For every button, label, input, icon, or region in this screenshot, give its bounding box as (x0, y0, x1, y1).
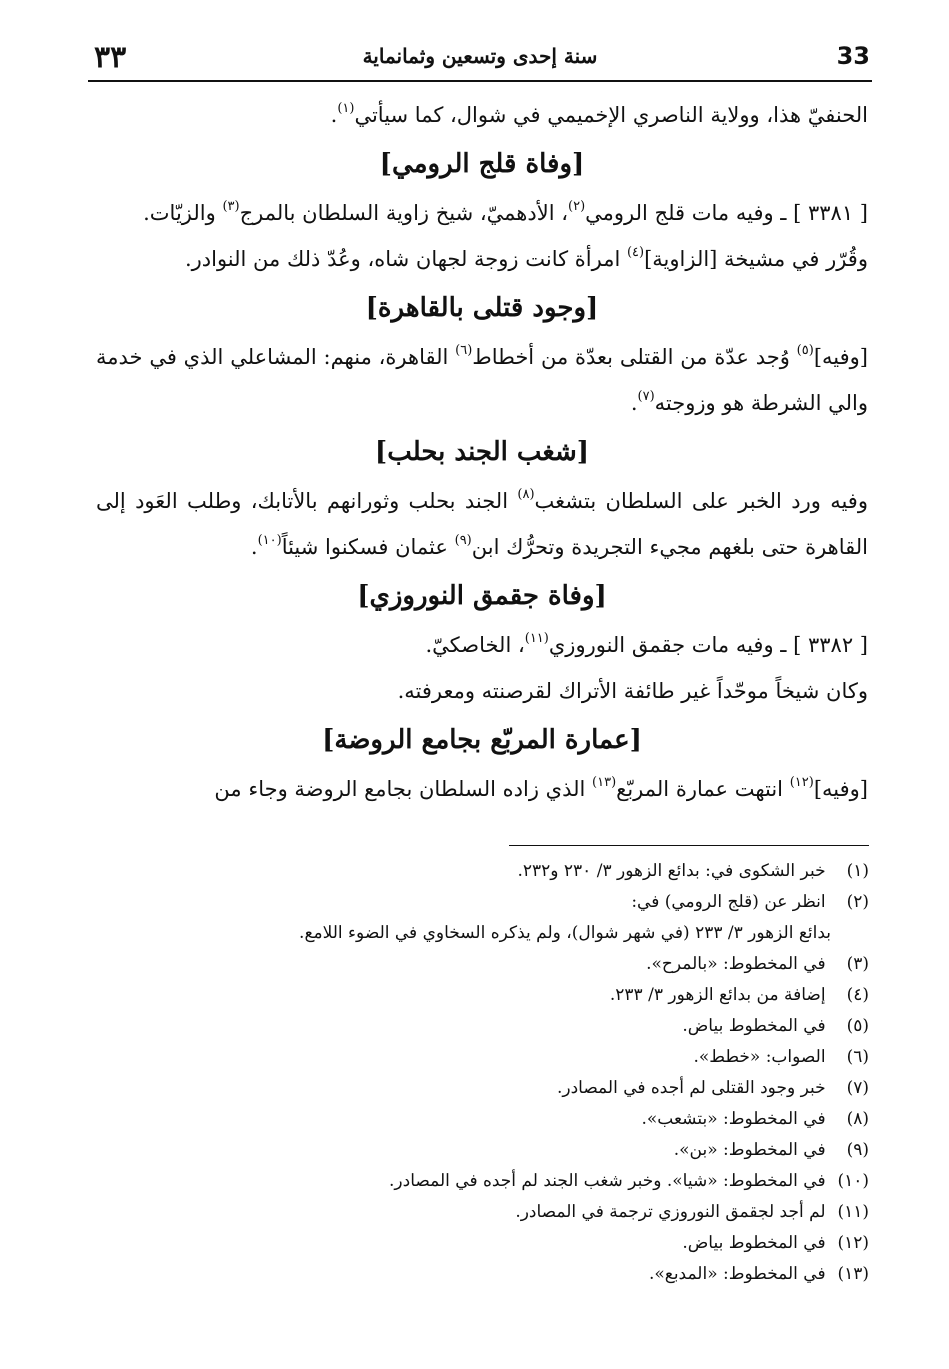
paragraph-8 (96, 766, 868, 812)
paragraph-7: وكان شيخاً موحّداً غير طائفة الأتراك لقرصنته ومعرفته. (397, 679, 868, 703)
section-heading-3: [شغب الجند بحلب] (374, 437, 590, 467)
footnote-13 (129, 1259, 869, 1290)
footnote-text: في المخطوط: «بتشعب». (641, 1109, 826, 1129)
section-heading-2: [وجود قتلى بالقاهرة] (365, 293, 599, 323)
footnote-1 (129, 856, 869, 887)
footnote-ref-2: (٢) (568, 199, 586, 214)
footnote-number: (١١) (837, 1202, 869, 1222)
paragraph-3-a: وقُرّر في مشيخة [الزاوية] (644, 247, 868, 271)
footnote-4 (129, 980, 869, 1011)
footnote-text: إضافة من بدائع الزهور ٣/ ٢٣٣. (609, 985, 826, 1005)
footnote-number: (٥) (846, 1016, 869, 1036)
footnote-ref-13: (١٣) (592, 775, 617, 790)
page-number-arabic: ٣٣ (94, 40, 127, 75)
footnote-ref-1: (١) (337, 101, 355, 116)
paragraph-5-b: الجند بحلب وثورانهم بالأتابك، وطلب العَود إلى القاهرة حتى بلغهم مجيء التجريدة وتحرُّك ابن (96, 489, 868, 559)
footnote-11 (129, 1197, 869, 1228)
paragraph-5 (96, 478, 868, 570)
footnote-number: (١٣) (837, 1264, 869, 1284)
footnote-2-continuation: بدائع الزهور ٣/ ٢٣٣ (في شهر شوال)، ولم يذكره السخاوي في الضوء اللامع. (299, 923, 831, 943)
footnote-3 (129, 949, 869, 980)
footnote-ref-9: (٩) (454, 533, 472, 548)
footnote-text: في المخطوط: «المدبع». (648, 1264, 826, 1284)
footnote-number: (٣) (846, 954, 869, 974)
paragraph-4-c: القاهرة، منهم: المشاعلي الذي في خدمة والي الشرطة هو وزوجته (96, 345, 868, 415)
section-heading-4: [وفاة جقمق النوروزي] (357, 581, 607, 611)
paragraph-5-end: . (250, 535, 258, 559)
paragraph-8-c: الذي زاده السلطان بجامع الروضة وجاء من (214, 777, 593, 801)
footnote-ref-11: (١١) (524, 631, 549, 646)
footnote-number: (٤) (846, 985, 869, 1005)
paragraph-2-end: والزيّات. (143, 201, 223, 225)
footnote-number: (١) (846, 861, 869, 881)
footnote-ref-10: (١٠) (257, 533, 282, 548)
paragraph-1 (96, 92, 868, 138)
footnote-number: (٧) (846, 1078, 869, 1098)
footnote-ref-12: (١٢) (789, 775, 814, 790)
footnote-number: (٦) (846, 1047, 869, 1067)
footnote-text: في المخطوط بياض. (682, 1016, 826, 1036)
running-title: سنة إحدى وتسعين وثمانماية (362, 44, 598, 68)
footnote-ref-8: (٨) (517, 487, 535, 502)
entry-3382-text: [ ٣٣٨٢ ] ـ وفيه مات جقمق النوروزي (548, 633, 868, 657)
footnote-12 (129, 1228, 869, 1259)
paragraph-6 (96, 622, 868, 668)
footnote-text: في المخطوط: «بالمرح». (646, 954, 826, 974)
footnote-text: الصواب: «خطط». (693, 1047, 826, 1067)
footnote-text: في المخطوط بياض. (682, 1233, 826, 1253)
footnote-text: خبر الشكوى في: بدائع الزهور ٣/ ٢٣٠ و٢٣٢. (517, 861, 826, 881)
footnote-5 (129, 1011, 869, 1042)
footnote-8 (129, 1104, 869, 1135)
paragraph-5-c: عثمان فسكنوا شيئاً (281, 535, 455, 559)
footnote-ref-3: (٣) (222, 199, 240, 214)
footnote-ref-7: (٧) (637, 389, 655, 404)
paragraph-4-b: وُجد عدّة من القتلى بعدّة من أخطاط (472, 345, 797, 369)
paragraph-1-text: الحنفيّ هذا، وولاية الناصري الإخميمي في شوال، كما سيأتي (354, 103, 868, 127)
main-text (96, 92, 868, 812)
paragraph-3 (96, 236, 868, 282)
page-number-latin: 33 (836, 42, 870, 70)
paragraph-2-mid: ، الأدهميّ، شيخ زاوية السلطان بالمرج (239, 201, 568, 225)
footnote-ref-4: (٤) (626, 245, 645, 260)
footnote-number: (١٢) (837, 1233, 869, 1253)
footnotes (129, 856, 869, 1290)
paragraph-3-b: امرأة كانت زوجة لجهان شاه، وعُدّ ذلك من النوادر. (184, 247, 627, 271)
section-heading-1: [وفاة قلج الرومي] (379, 149, 585, 179)
footnote-number: (٨) (846, 1109, 869, 1129)
paragraph-2 (96, 190, 868, 236)
paragraph-6-b: ، الخاصكيّ. (425, 633, 525, 657)
footnote-text: في المخطوط: «بن». (673, 1140, 826, 1160)
section-heading-5: [عمارة المربّع بجامع الروضة] (322, 725, 642, 755)
footnote-text: في المخطوط: «شيا». وخبر شغب الجند لم أجده في المصادر. (389, 1171, 826, 1191)
footnote-text: لم أجد لجقمق النوروزي ترجمة في المصادر. (515, 1202, 826, 1222)
paragraph-8-a: [وفيه] (813, 777, 868, 801)
paragraph-4-end: . (630, 391, 638, 415)
paragraph-8-b: انتهت عمارة المربّع (616, 777, 790, 801)
footnote-9 (129, 1135, 869, 1166)
footnote-2 (129, 887, 869, 918)
page-header (90, 40, 870, 80)
paragraph-5-a: وفيه ورد الخبر على السلطان بتشغب (534, 489, 868, 513)
entry-3381-text: [ ٣٣٨١ ] ـ وفيه مات قلج الرومي (585, 201, 868, 225)
footnote-number: (٢) (846, 892, 869, 912)
footnote-text: خبر وجود القتلى لم أجده في المصادر. (556, 1078, 826, 1098)
footnote-text: انظر عن (قلج الرومي) في: (631, 892, 826, 912)
paragraph-4-a: [وفيه] (813, 345, 868, 369)
footnote-number: (٩) (846, 1140, 869, 1160)
footnote-ref-6: (٦) (455, 343, 473, 358)
paragraph-1-end: . (330, 103, 338, 127)
footnote-6 (129, 1042, 869, 1073)
footnote-number: (١٠) (837, 1171, 869, 1191)
footnote-ref-5: (٥) (796, 343, 814, 358)
footnote-separator (509, 845, 869, 846)
footnote-7 (129, 1073, 869, 1104)
footnote-10 (129, 1166, 869, 1197)
header-rule (88, 80, 872, 82)
paragraph-4 (96, 334, 868, 426)
